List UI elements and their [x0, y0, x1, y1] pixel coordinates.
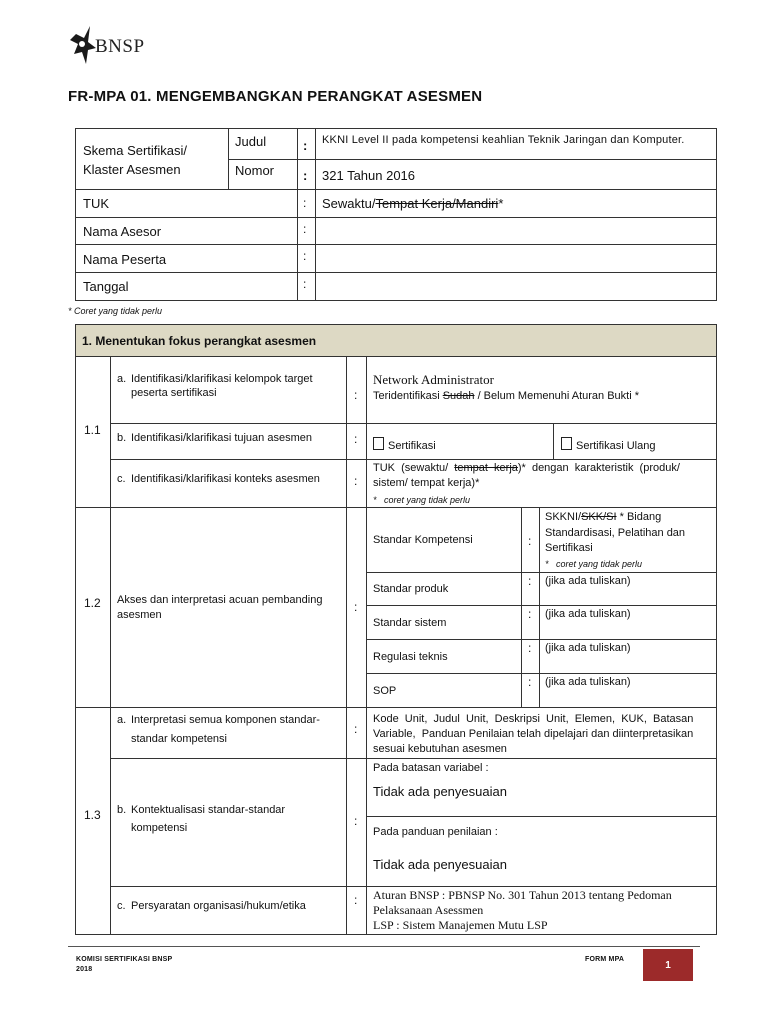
sop-label: SOP — [373, 685, 397, 697]
r13c-val-1: Aturan BNSP : PBNSP No. 301 Tahun 2013 tentang Pedoman — [373, 888, 672, 902]
r11a-val-1: Network Administrator — [373, 372, 494, 387]
row-number-1-2: 1.2 — [84, 596, 101, 610]
r13a-val-1: Kode Unit, Judul Unit, Deskripsi Unit, Elemen, KUK, Batasan — [373, 713, 694, 725]
r13b-val-1: Pada batasan variabel : — [373, 762, 489, 774]
r13c-val-3: LSP : Sistem Manajemen Mutu LSP — [373, 918, 548, 932]
nomor-value: 321 Tahun 2016 — [322, 168, 416, 183]
footer-divider — [68, 946, 700, 947]
std-produk-value: (jika ada tuliskan) — [545, 575, 631, 587]
footer-right: FORM MPA — [585, 956, 625, 963]
r13b-val-2: Tidak ada penyesuaian — [373, 784, 507, 799]
page-title: FR-MPA 01. MENGEMBANGKAN PERANGKAT ASESMEN — [68, 88, 483, 105]
std-kompetensi-label: Standar Kompetensi — [373, 534, 473, 546]
r13c-val-2: Pelaksanaan Asessmen — [373, 903, 484, 917]
r13b-text-1: Kontektualisasi standar-standar — [131, 804, 286, 816]
colon: : — [354, 814, 358, 828]
r11a-val-2: Teridentifikasi Sudah / Belum Memenuhi Aturan Bukti * — [373, 390, 639, 402]
judul-value: KKNI Level II pada kompetensi keahlian Teknik Jaringan dan Komputer. — [322, 134, 685, 146]
colon: : — [354, 893, 358, 907]
regulasi-value: (jika ada tuliskan) — [545, 642, 631, 654]
peserta-label: Nama Peserta — [83, 252, 167, 267]
colon: : — [354, 388, 358, 402]
footer-left-2: 2018 — [76, 966, 93, 973]
r13b-val-3: Pada panduan penilaian : — [373, 826, 498, 838]
colon: : — [303, 249, 307, 263]
footer-left-1: KOMISI SERTIFIKASI BNSP — [76, 956, 173, 963]
colon: : — [303, 168, 308, 183]
r13a-text-2: standar kompetensi — [131, 733, 227, 745]
r13a-val-3: sesuai kebutuhan asesmen — [373, 743, 507, 755]
colon: : — [303, 196, 307, 210]
r13c-text: Persyaratan organisasi/hukum/etika — [131, 900, 306, 912]
row-number-1-1: 1.1 — [84, 423, 101, 437]
r12-text-1: Akses dan interpretasi acuan pembanding — [117, 594, 323, 606]
item-letter: b. — [117, 804, 127, 816]
bnsp-logo — [68, 24, 188, 68]
checkbox-sertifikasi[interactable]: Sertifikasi — [373, 437, 436, 454]
r11c-val-2: sistem/ tempat kerja)* — [373, 477, 480, 489]
colon: : — [303, 138, 308, 153]
checkbox-icon[interactable] — [561, 437, 572, 450]
tuk-value: Sewaktu/Tempat Kerja/Mandiri* — [322, 196, 504, 211]
regulasi-label: Regulasi teknis — [373, 651, 448, 663]
colon: : — [528, 641, 532, 655]
std-kompetensi-val-3: Sertifikasi — [545, 542, 593, 554]
tanggal-label: Tanggal — [83, 279, 129, 294]
row-number-1-3: 1.3 — [84, 808, 101, 822]
r11c-text: Identifikasi/klarifikasi konteks asesmen — [131, 473, 320, 485]
item-letter: a. — [117, 373, 127, 385]
sop-value: (jika ada tuliskan) — [545, 676, 631, 688]
r11c-note: * coret yang tidak perlu — [373, 495, 471, 505]
colon: : — [354, 600, 358, 614]
r11a-text-1: Identifikasi/klarifikasi kelompok target — [131, 373, 313, 385]
info-note: * Coret yang tidak perlu — [68, 306, 163, 316]
colon: : — [354, 722, 358, 736]
std-kompetensi-val-1: SKKNI/SKK/SI * Bidang — [545, 511, 662, 523]
checkbox-icon[interactable] — [373, 437, 384, 450]
colon: : — [303, 277, 307, 291]
judul-label: Judul — [235, 134, 267, 149]
std-kompetensi-val-2: Standardisasi, Pelatihan dan — [545, 527, 686, 539]
colon: : — [528, 574, 532, 588]
std-kompetensi-note: * coret yang tidak perlu — [545, 559, 643, 569]
logo-text: BNSP — [95, 36, 145, 57]
colon: : — [528, 534, 532, 548]
nomor-label: Nomor — [235, 163, 275, 178]
item-letter: b. — [117, 432, 127, 444]
r12-text-2: asesmen — [117, 609, 162, 621]
colon: : — [303, 222, 307, 236]
r13b-text-2: kompetensi — [131, 822, 188, 834]
r13b-val-4: Tidak ada penyesuaian — [373, 857, 507, 872]
tuk-label: TUK — [83, 196, 109, 211]
item-letter: c. — [117, 900, 126, 912]
std-produk-label: Standar produk — [373, 583, 449, 595]
page-number: 1 — [643, 949, 693, 981]
colon: : — [528, 607, 532, 621]
asesor-label: Nama Asesor — [83, 224, 162, 239]
skema-label-1: Skema Sertifikasi/ — [83, 143, 188, 158]
bnsp-emblem-icon — [68, 24, 98, 68]
r11b-text: Identifikasi/klarifikasi tujuan asesmen — [131, 432, 312, 444]
r11a-text-2: peserta sertifikasi — [131, 387, 217, 399]
std-sistem-label: Standar sistem — [373, 617, 447, 629]
r13a-val-2: Variable, Panduan Penilaian telah dipelajari dan diinterpretasikan — [373, 728, 694, 740]
std-sistem-value: (jika ada tuliskan) — [545, 608, 631, 620]
colon: : — [354, 432, 358, 446]
r11c-val-1: TUK (sewaktu/ tempat kerja)* dengan karakteristik (produk/ — [373, 462, 680, 474]
r13a-text-1: Interpretasi semua komponen standar- — [131, 714, 320, 726]
section-title: 1. Menentukan fokus perangkat asesmen — [82, 334, 317, 348]
colon: : — [354, 474, 358, 488]
skema-label-2: Klaster Asesmen — [83, 162, 181, 177]
checkbox-sertifikasi-ulang[interactable]: Sertifikasi Ulang — [561, 437, 655, 454]
colon: : — [528, 675, 532, 689]
item-letter: a. — [117, 714, 127, 726]
item-letter: c. — [117, 473, 126, 485]
